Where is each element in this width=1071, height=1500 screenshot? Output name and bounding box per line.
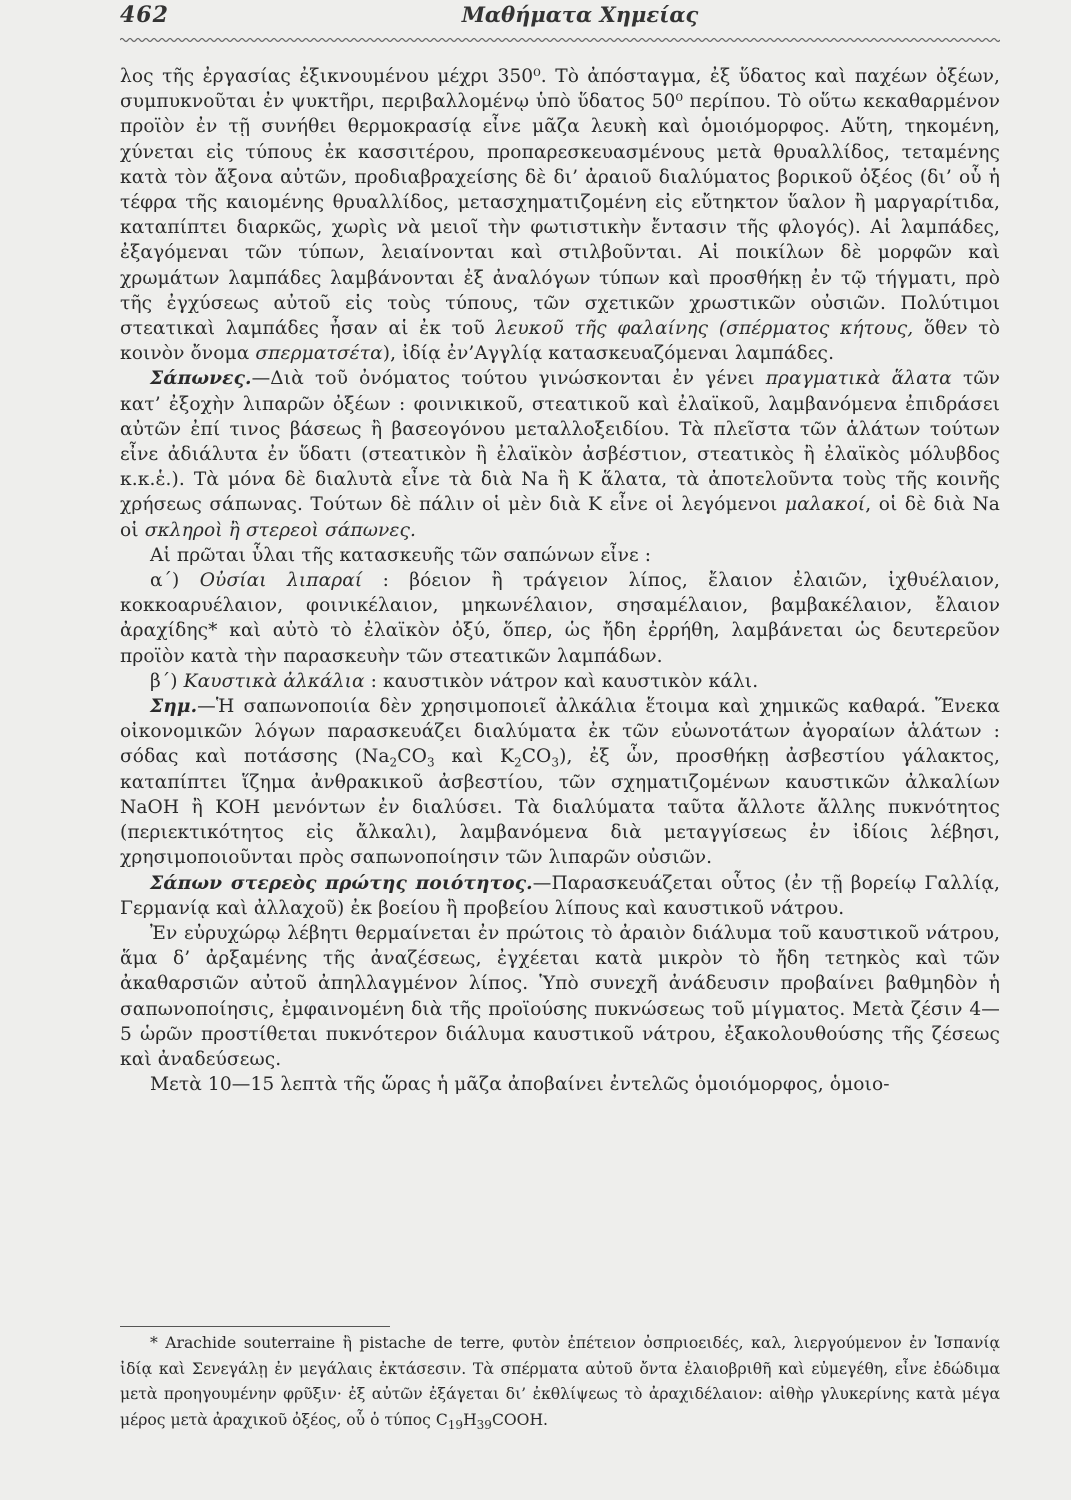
section-heading-soaps: Σάπωνες. xyxy=(150,368,252,390)
footnote-divider xyxy=(120,1326,390,1327)
list-item-a: α΄) Οὐσίαι λιπαραί : βόειον ἢ τράγειον λίπος, ἔλαιον ἐλαιῶν, ἰχθυέλαιον, κοκκοαρυέλαιον, φοινικέλαιον, μηκωνέλαιον, σησαμέλαιον, βαμβακέλαιον, ἔλαιον ἀραχίδης* καὶ αὐτὸ τὸ ἐλαϊκὸν ὀξύ, ὅπερ, ὡς ἤδη ἐρρήθη, λαμβάνεται ὡς δευτερεῦον προϊὸν κατὰ τὴν παρασκευὴν τῶν στεατικῶν λαμπάδων. xyxy=(120,570,1000,667)
paragraph-continued: Μετὰ 10—15 λεπτὰ τῆς ὥρας ἡ μᾶζα ἀποβαίνει ἐντελῶς ὁμοιόμορφος, ὁμοιο- xyxy=(150,1074,890,1096)
section-heading-hard-soap: Σάπων στερεὸς πρώτης ποιότητος. xyxy=(150,872,533,894)
page-header xyxy=(120,0,1000,40)
running-title: Μαθήματα Χημείας xyxy=(461,2,699,27)
note-heading: Σημ. xyxy=(150,696,198,718)
paragraph-raw-materials: Αἱ πρῶται ὗλαι τῆς κατασκευῆς τῶν σαπώνων εἶνε : xyxy=(150,544,652,566)
footnote xyxy=(120,1331,1000,1433)
paragraph-1: λος τῆς ἐργασίας ἐξικνουμένου μέχρι 350⁰. Τὸ ἀπόσταγμα, ἐξ ὕδατος καὶ παχέων ὀξέων, συμπυκνοῦται ἐν ψυκτῆρι, περιβαλλομένῳ ὑπὸ ὕδατος 50⁰ περίπου. Τὸ οὕτω κεκαθαρμένον προϊὸν ἐν τῇ συνήθει θερμοκρασίᾳ εἶνε μᾶζα λευκὴ καὶ ὁμοιόμορφος. Αὕτη, τηκομένη, χύνεται εἰς τύπους ἐκ κασσιτέρου, προπαρεσκευασμένους μετὰ θρυαλλίδος, τεταμένης κατὰ τὸν ἄξονα αὐτῶν, προδιαβραχείσης δὲ δι’ ἀραιοῦ διαλύματος βορικοῦ ὀξέος (δι’ οὗ ἡ τέφρα τῆς καιομένης θρυαλλίδος, μετασχηματιζομένη εἰς εὔτηκτον ὕαλον ἢ μαργαρίτιδα, καταπίπτει διαρκῶς, χωρὶς νὰ μειοῖ τὴν φωτιστικὴν ἔντασιν τῆς φλογός). Αἱ λαμπάδες, ἐξαγόμεναι τῶν τύπων, λειαίνονται καὶ στιλβοῦνται. Αἱ ποικίλων δὲ μορφῶν καὶ χρωμάτων λαμπάδες λαμβάνονται ἐξ ἀναλόγων τύπων καὶ προσθήκῃ ἐν τῷ τήγματι, πρὸ τῆς ἐγχύσεως αὐτοῦ εἰς τοὺς τύπους, τῶν σχετικῶν χρωστικῶν οὐσιῶν. Πολύτιμοι στεατικαὶ λαμπάδες ἦσαν αἱ ἐκ τοῦ λευκοῦ τῆς φαλαίνης (σπέρματος κήτους, ὅθεν τὸ κοινὸν ὄνομα σπερματσέτα), ἰδίᾳ ἐν’Αγγλίᾳ κατασκευαζόμεναι λαμπάδες. xyxy=(120,66,1001,365)
footnote-text: * Arachide souterraine ἢ pistache de terre, φυτὸν ἐπέτειον ὀσπριοειδές, καλ, λιεργούμενον ἐν Ἱσπανίᾳ ἰδίᾳ καὶ Σενεγάλῃ ἐν μεγάλαις ἐκτάσεσιν. Τὰ σπέρματα αὐτοῦ ὄντα ἐλαιοβριθῆ καὶ εὐμεγέθη, εἶνε ἐδώδιμα μετὰ προηγουμένην φρῦξιν· ἐξ αὐτῶν ἐξάγεται δι’ ἐκθλίψεως τὸ ἀραχιδέλαιον: αἰθὴρ γλυκερίνης κατὰ μέγα μέρος μετὰ ἀραχικοῦ ὀξέος, οὗ ὁ τύπος $C_{19}H_{39}COOH$. xyxy=(120,1334,1000,1432)
page-number: 462 xyxy=(120,2,169,28)
paragraph-process: Ἐν εὐρυχώρῳ λέβητι θερμαίνεται ἐν πρώτοις τὸ ἀραιὸν διάλυμα τοῦ καυστικοῦ νάτρου, ἅμα δ’ ἀρξαμένης τῆς ἀναζέσεως, ἐγχέεται κατὰ μικρὸν τὸ ἤδη τετηκὸς καὶ τῶν ἀκαθαρσιῶν αὐτοῦ ἀπηλλαγμένον λίπος. Ὑπὸ συνεχῆ ἀνάδευσιν προβαίνει βαθμηδὸν ἡ σαπωνοποίησις, ἐμφαινομένη διὰ τῆς προϊούσης πυκνώσεως τοῦ μίγματος. Μετὰ ζέσιν 4—5 ὡρῶν προστίθεται πυκνότερον διάλυμα καυστικοῦ νάτρου, ἐξακολουθούσης τῆς ζέσεως καὶ ἀναδεύσεως. xyxy=(120,922,1000,1070)
wavy-rule xyxy=(120,36,1000,44)
paragraph-note: Σημ.—Ἡ σαπωνοποιία δὲν χρησιμοποιεῖ ἀλκάλια ἕτοιμα καὶ χημικῶς καθαρά. Ἕνεκα οἰκονομικῶν λόγων παρασκευάζει διαλύματα ἐκ τῶν εὐωνοτάτων ἀγοραίων ἁλάτων : σόδας καὶ ποτάσσης ($Na_2CO_3$ καὶ $K_2CO_3$), ἐξ ὧν, προσθήκῃ ἀσβεστίου γάλακτος, καταπίπτει ἵζημα ἀνθρακικοῦ ἀσβεστίου, τῶν σχηματιζομένων καυστικῶν ἀλκαλίων NaOH ἢ KOH μενόντων ἐν διαλύσει. Τὰ διαλύματα ταῦτα ἄλλοτε ἄλλης πυκνότητος (περιεκτικότητος εἰς ἄλκαλι), λαμβανόμενα διὰ μεταγγίσεως ἐν ἰδίοις λέβησι, χρησιμοποιοῦνται πρὸς σαπωνοποίησιν τῶν λιπαρῶν οὐσιῶν. xyxy=(120,696,1000,869)
paragraph-first-quality-soap: Σάπων στερεὸς πρώτης ποιότητος.—Παρασκευάζεται οὗτος (ἐν τῇ βορείῳ Γαλλίᾳ, Γερμανίᾳ καὶ ἀλλαχοῦ) ἐκ βοείου ἢ προβείου λίπους καὶ καυστικοῦ νάτρου. xyxy=(120,872,1000,919)
list-item-b: β΄) Καυστικὰ ἀλκάλια : καυστικὸν νάτρον καὶ καυστικὸν κάλι. xyxy=(150,670,759,692)
main-text xyxy=(120,64,1000,1097)
paragraph-soaps: Σάπωνες.—Διὰ τοῦ ὀνόματος τούτου γινώσκονται ἐν γένει πραγματικὰ ἅλατα τῶν κατ’ ἐξοχὴν λιπαρῶν ὀξέων : φοινικικοῦ, στεατικοῦ καὶ ἐλαϊκοῦ, λαμβανόμενα ἐπιδράσει αὐτῶν ἐπί τινος βάσεως ἢ βασεογόνου μεταλλοξειδίου. Τὰ πλεῖστα τῶν ἁλάτων τούτων εἶνε ἀδιάλυτα ἐν ὕδατι (στεατικὸν ἢ ἐλαϊκὸν ἀσβέστιον, στεατικὸς ἢ ἐλαϊκὸς μόλυβδος κ.κ.ἑ.). Τὰ μόνα δὲ διαλυτὰ εἶνε τὰ διὰ Na ἢ K ἅλατα, τὰ ἀποτελοῦντα τοὺς τῆς κοινῆς χρήσεως σάπωνας. Τούτων δὲ πάλιν οἱ μὲν διὰ K εἶνε οἱ λεγόμενοι μαλακοί, οἱ δὲ διὰ Na οἱ σκληροὶ ἢ στερεοὶ σάπωνες. xyxy=(120,368,1000,541)
